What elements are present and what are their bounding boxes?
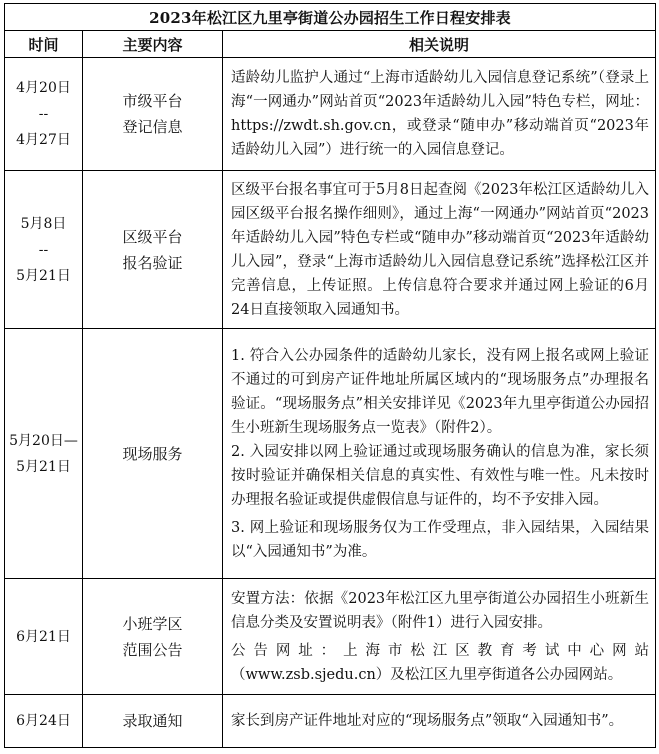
main-line: 现场服务 bbox=[122, 444, 183, 463]
time-cell bbox=[5, 695, 83, 748]
description-paragraph: 1. 符合入公办园条件的适龄幼儿家长，没有网上报名或网上验证不通过的可到房产证件地址所属区域内的“现场服务点”办理报名验证。“现场服务点”相关安排详见《2023年九里亭街道公办园招生小班新生现场服务点一览表》（附件2）。 bbox=[231, 347, 649, 436]
header-description: 相关说明 bbox=[223, 31, 656, 58]
description-paragraph: 3. 网上验证和现场服务仅为工作受理点，非入园结果，入园结果以“入园通知书”为准。 bbox=[231, 519, 649, 560]
table-row bbox=[5, 329, 656, 579]
time-cell bbox=[5, 579, 83, 695]
time-line: 5月21日 bbox=[16, 267, 71, 284]
main-line: 小班学区 bbox=[122, 614, 183, 633]
description-cell bbox=[223, 171, 656, 329]
table-row bbox=[5, 579, 656, 695]
time-line: 6月21日 bbox=[16, 628, 71, 645]
table-row bbox=[5, 695, 656, 748]
main-content-cell bbox=[83, 695, 223, 748]
description-paragraph: 安置方法：依据《2023年松江区九里亭街道公办园招生小班新生信息分类及安置说明表》（附件1）进行入园安排。 bbox=[231, 590, 649, 631]
main-line: 区级平台 bbox=[122, 227, 183, 246]
main-line: 报名验证 bbox=[122, 253, 183, 272]
main-content-cell bbox=[83, 171, 223, 329]
main-line: 录取通知 bbox=[122, 712, 183, 730]
description-paragraph: 适龄幼儿监护人通过“上海市适龄幼儿入园信息登记系统”（登录上海“一网通办”网站首页“2023年适龄幼儿入园”特色专栏，网址：https://zwdt.sh.gov.cn，或登录“随申办”移动端首页“2023年适龄幼儿入园”）进行统一的入园信息登记。 bbox=[231, 70, 649, 158]
main-content-cell bbox=[83, 329, 223, 579]
main-content-cell bbox=[83, 579, 223, 695]
time-cell bbox=[5, 58, 83, 171]
main-line: 市级平台 bbox=[122, 92, 183, 110]
time-cell bbox=[5, 329, 83, 579]
time-line: 5月20日— bbox=[9, 432, 78, 449]
header-time: 时间 bbox=[5, 31, 83, 58]
time-line: 5月8日 bbox=[20, 215, 67, 232]
time-line: 5月21日 bbox=[16, 458, 71, 475]
description-paragraph: 公告网址：上海市松江区教育考试中心网站（www.zsb.sjedu.cn）及松江区九里亭街道各公办园网站。 bbox=[231, 642, 649, 683]
description-cell bbox=[223, 329, 656, 579]
schedule-table bbox=[4, 3, 656, 748]
time-line: -- bbox=[38, 106, 49, 122]
main-line: 范围公告 bbox=[122, 640, 183, 659]
description-paragraph: 2. 入园安排以网上验证通过或现场服务确认的信息为准，家长须按时验证并确保相关信息的真实性、有效性与唯一性。凡未按时办理报名验证或提供虚假信息与证件的，均不予安排入园。 bbox=[231, 443, 649, 508]
description-paragraph: 家长到房产证件地址对应的“现场服务点”领取“入园通知书”。 bbox=[231, 713, 624, 729]
time-line: 6月24日 bbox=[16, 713, 71, 729]
main-line: 登记信息 bbox=[122, 118, 183, 136]
description-paragraph: 区级平台报名事宜可于5月8日起查阅《2023年松江区适龄幼儿入园区级平台报名操作细则》，通过上海“一网通办”网站首页“2023年适龄幼儿入园”特色专栏或“随申办”移动端首页“2023年适龄幼儿入园”，登录“上海市适龄幼儿入园信息登记系统”选择松江区并完善信息，上传证照。上传信息符合要求并通过网上验证的6月24日直接领取入园通知书。 bbox=[231, 181, 649, 318]
time-cell bbox=[5, 171, 83, 329]
time-line: -- bbox=[38, 241, 49, 258]
description-cell bbox=[223, 579, 656, 695]
table-title: 2023年松江区九里亭街道公办园招生工作日程安排表 bbox=[5, 4, 656, 31]
main-content-cell bbox=[83, 58, 223, 171]
time-line: 4月20日 bbox=[16, 80, 71, 96]
header-main-content: 主要内容 bbox=[83, 31, 223, 58]
description-cell bbox=[223, 58, 656, 171]
time-line: 4月27日 bbox=[16, 132, 71, 148]
description-cell bbox=[223, 695, 656, 748]
table-row bbox=[5, 58, 656, 171]
table-row bbox=[5, 171, 656, 329]
